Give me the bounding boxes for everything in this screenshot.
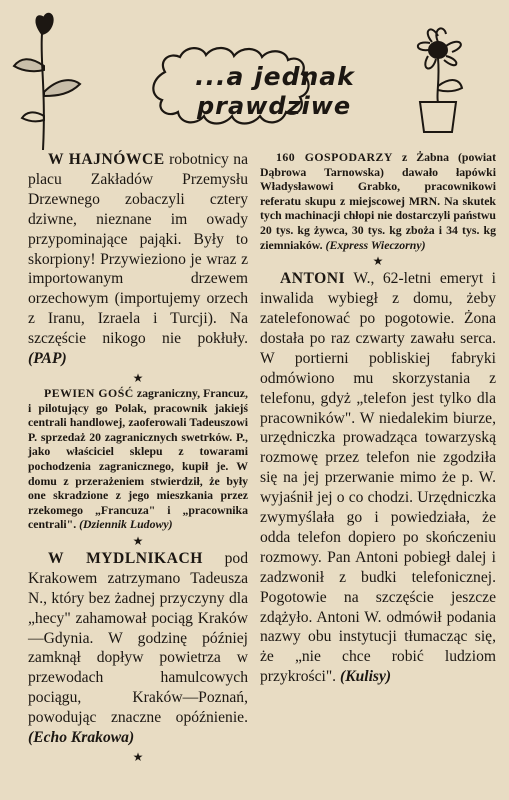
article-lead: W MYDLNIKACH xyxy=(48,549,203,567)
article-lead: 160 GOSPODARZY xyxy=(276,150,393,164)
article-body: zagraniczny, Francuz, i pilotujący go Polak, pracownik jakiejś centrali handlowej, zaoferowali Tadeuszowi P. sprzedaż 20 zagranicznych swetrków. P., jako właściciel sklepu z towarami pochodzenia zagranicznego, kupił je. W domu z przerażeniem stwierdził, że były one skradzione z jego mieszkania przez rzekomego „Francuza" i „pracownika centrali". xyxy=(28,385,248,532)
left-column xyxy=(28,150,248,765)
article-mydlniki xyxy=(28,549,248,748)
separator-star: ★ xyxy=(372,254,384,269)
left-plant-drawing xyxy=(14,14,80,150)
article-lead: PEWIEN GOŚĆ xyxy=(44,385,134,400)
article-source: (Echo Krakowa) xyxy=(28,729,135,747)
article-source: (Express Wieczorny) xyxy=(325,237,426,252)
article-source: (Kulisy) xyxy=(340,668,392,686)
right-flower-drawing xyxy=(418,28,462,132)
article-body: robotnicy na placu Zakładów Przemysłu Drzewnego zobaczyli cztery dziwne, nieznane im owady przypominające pająki. Były to skorpiony! Przywieziono je wraz z importowanym drzewem orzechowym (importujemy orzech z Iranu, Izraela i Turcji). Na szczęście nikogo nie pokłuły. xyxy=(28,151,249,348)
article-antoni xyxy=(260,269,496,687)
article-body: pod Krakowem zatrzymano Tadeusza N., który bez żadnej przyczyny dla „hecy" zahamował pociąg Kraków—Gdynia. W godzinę później zamknął dopływ powietrza w przewodach hamulcowych pociągu, Kraków—Poznań, powodując znaczne opóźnienie. xyxy=(28,549,248,727)
section-title-line2: prawdziwe xyxy=(197,92,352,120)
article-gospodarze xyxy=(260,150,496,252)
article-body: W., 62-letni emeryt i inwalida wybiegł z domu, żeby zatelefonować po pogotowie. Żona dostała po raz czwarty zawału serca. W portierni pobliskiej fabryki odmówiono mu skorzystania z telefonu, gdyż „telefon jest tylko dla pracowników". W niedalekim biurze, urzędniczka prowadząca towarzyską rozmowę przez telefon nie zgodziła się na jej przerwanie mimo że p. W. wyjaśnił jej o co chodzi. Urzędniczka zwymyślała go i powiedziała, że odda telefon dopiero po skończeniu rozmowy. Pan Antoni pobiegł dalej i zadzwonił z budki telefonicznej. Pogotowie na szczęście jeszcze zdążyło. Antoni W. odmówił podania nazwy obu instytucji tłumacząc się, że „nie chce robić ludziom przykrości". xyxy=(260,270,496,686)
separator-star: ★ xyxy=(132,533,144,548)
article-lead: ANTONI xyxy=(280,270,346,288)
section-title-line1: ...a jednak xyxy=(195,62,355,91)
right-column xyxy=(260,150,496,687)
separator-star: ★ xyxy=(132,370,144,385)
article-source: (Dziennik Ludowy) xyxy=(79,517,173,532)
article-source: (PAP) xyxy=(28,350,67,368)
article-gosc xyxy=(28,386,248,532)
column-header xyxy=(0,0,509,150)
article-body: z Żabna (powiat Dąbrowa Tarnowska) dawało łapówki Władysławowi Grabko, pracownikowi referatu skupu z miejscowej MRN. Na skutek tych machinacji chłopi nie dostarczyli państwu 20 tys. kg żywca, 30 tys. kg zboża i 34 tys. kg ziemniaków. xyxy=(260,150,496,252)
article-hajnowka xyxy=(28,150,248,369)
separator-star: ★ xyxy=(132,749,144,764)
article-lead: W HAJNÓWCE xyxy=(48,151,165,168)
